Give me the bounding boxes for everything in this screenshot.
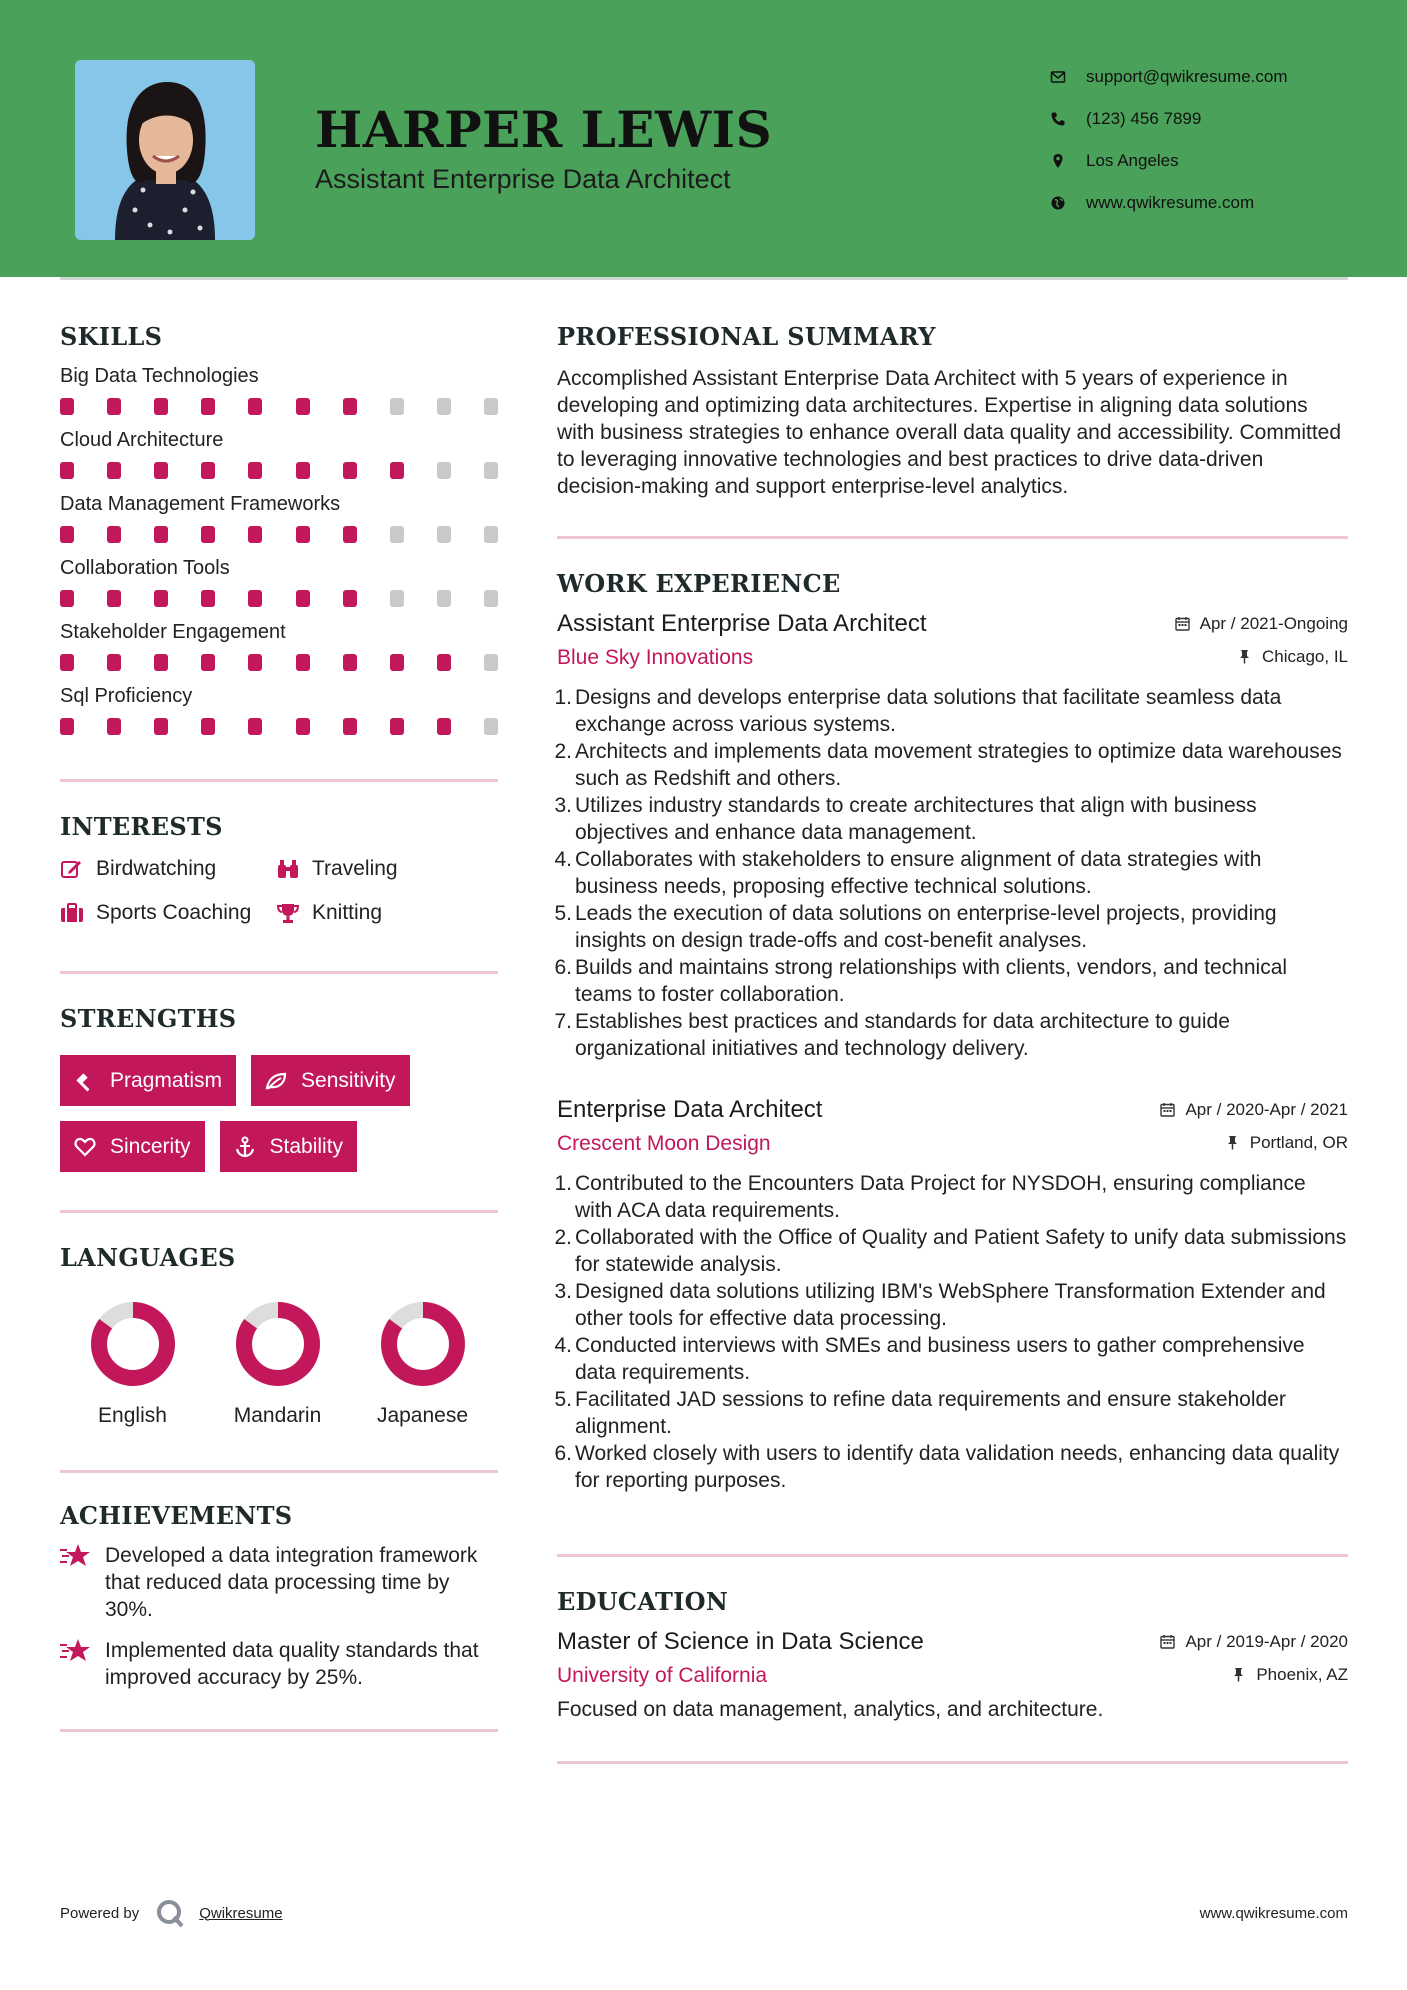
rating-dot-filled <box>60 526 74 543</box>
star-icon <box>60 1542 92 1570</box>
skill-name: Data Management Frameworks <box>60 493 341 515</box>
interests-section <box>60 812 498 925</box>
achievements-heading: ACHIEVEMENTS <box>60 1501 293 1530</box>
school-name: University of California <box>557 1664 768 1687</box>
briefcase-icon <box>60 902 84 924</box>
languages-heading: LANGUAGES <box>60 1243 236 1272</box>
job-dates-text: Apr / 2021-Ongoing <box>1199 613 1348 633</box>
strength-chip <box>251 1055 410 1106</box>
interest-label: Knitting <box>312 901 383 924</box>
interest-label: Birdwatching <box>96 857 217 880</box>
rating-dot-empty <box>484 718 498 735</box>
skill-name: Cloud Architecture <box>60 429 224 451</box>
job-bullet-text: Conducted interviews with SMEs and business users to gather comprehensive data requirements. <box>575 1334 1305 1384</box>
rating-dot-empty <box>390 398 404 415</box>
job-bullet-text: Establishes best practices and standards for data architecture to guide organizational initiatives and technology delivery. <box>575 1010 1230 1060</box>
job-bullet: 5. Leads the execution of data solutions on enterprise-level projects, providing insights on design trade-offs and cost-benefit analyses. <box>554 902 1277 952</box>
degree-title: Master of Science in Data Science <box>557 1628 924 1655</box>
skill-name: Stakeholder Engagement <box>60 621 286 643</box>
language-label: English <box>98 1404 167 1427</box>
education-dates <box>1160 1632 1348 1652</box>
powered-by <box>60 1898 283 1928</box>
job-bullet-text: Facilitated JAD sessions to refine data requirements and ensure stakeholder alignment. <box>575 1388 1286 1438</box>
section-divider <box>60 1210 498 1213</box>
experience-section <box>554 569 1348 1494</box>
candidate-title: Assistant Enterprise Data Architect <box>315 164 731 194</box>
job-bullet: 2. Collaborated with the Office of Quality and Patient Safety to unify data submissions for statewide analysis. <box>554 1226 1347 1276</box>
achievement-item <box>60 1637 498 1691</box>
rating-dot-filled <box>248 462 262 479</box>
skill-rating <box>60 590 498 607</box>
rating-dot-filled <box>343 654 357 671</box>
rating-dot-filled <box>296 526 310 543</box>
trophy-icon <box>276 902 300 924</box>
skill-item <box>60 557 498 607</box>
skill-name: Collaboration Tools <box>60 557 230 579</box>
job-location-text: Chicago, IL <box>1262 646 1348 666</box>
rating-dot-empty <box>484 654 498 671</box>
rating-dot-empty <box>437 398 451 415</box>
interests-list <box>60 857 498 925</box>
job-bullet-text: Worked closely with users to identify data validation needs, enhancing data quality for reporting purposes. <box>575 1442 1340 1492</box>
education-location-text: Phoenix, AZ <box>1256 1664 1348 1684</box>
rating-dot-filled <box>154 398 168 415</box>
rating-dot-filled <box>107 398 121 415</box>
rating-dot-filled <box>60 462 74 479</box>
achievement-item <box>60 1542 498 1623</box>
skill-rating <box>60 398 498 415</box>
rating-dot-empty <box>484 398 498 415</box>
language-level-ring <box>379 1300 467 1388</box>
section-divider <box>557 1761 1348 1764</box>
interest-label: Traveling <box>312 857 398 880</box>
rating-dot-filled <box>201 526 215 543</box>
education-location <box>1231 1665 1348 1685</box>
footer-website[interactable]: www.qwikresume.com <box>1199 1904 1348 1922</box>
job-bullet-text: Leads the execution of data solutions on enterprise-level projects, providing insights on design trade-offs and cost-benefit analyses. <box>575 902 1277 952</box>
rating-dot-empty <box>437 462 451 479</box>
rating-dot-filled <box>107 526 121 543</box>
job-bullet: 6. Worked closely with users to identify data validation needs, enhancing data quality for reporting purposes. <box>554 1442 1340 1492</box>
section-divider <box>557 536 1348 539</box>
languages-section <box>60 1243 498 1428</box>
language-item <box>60 1300 205 1428</box>
star-icon <box>60 1637 92 1665</box>
strength-label: Sincerity <box>110 1134 191 1158</box>
skill-name: Sql Proficiency <box>60 685 193 707</box>
contact-email[interactable] <box>1050 56 1288 98</box>
job-dates <box>1175 614 1348 634</box>
job-dates-text: Apr / 2020-Apr / 2021 <box>1185 1099 1348 1119</box>
contact-location-text: Los Angeles <box>1086 151 1179 170</box>
pushpin-icon <box>1225 1135 1240 1150</box>
skills-list <box>60 365 498 735</box>
strengths-heading: STRENGTHS <box>60 1004 237 1033</box>
education-section <box>557 1587 1348 1723</box>
rating-dot-filled <box>60 654 74 671</box>
job-entry <box>554 1096 1348 1494</box>
rating-dot-empty <box>437 590 451 607</box>
rating-dot-empty <box>390 526 404 543</box>
rating-dot-filled <box>107 462 121 479</box>
contact-phone[interactable] <box>1050 98 1288 140</box>
strength-chip <box>60 1055 236 1106</box>
rating-dot-filled <box>248 654 262 671</box>
strengths-list <box>60 1055 498 1172</box>
job-bullet: 6. Builds and maintains strong relationships with clients, vendors, and technical teams to foster collaboration. <box>554 956 1288 1006</box>
education-description: Focused on data management, analytics, and architecture. <box>557 1698 1104 1721</box>
rating-dot-filled <box>343 590 357 607</box>
job-bullets <box>554 1170 1348 1494</box>
contact-location <box>1050 140 1288 182</box>
strength-chip <box>220 1121 358 1172</box>
interests-heading: INTERESTS <box>60 812 223 841</box>
job-bullet-text: Contributed to the Encounters Data Project for NYSDOH, ensuring compliance with ACA data requirements. <box>575 1172 1306 1222</box>
job-bullet: 1. Designs and develops enterprise data solutions that facilitate seamless data exchange across various systems. <box>554 686 1282 736</box>
job-dates <box>1160 1100 1348 1120</box>
section-divider <box>557 1554 1348 1557</box>
interest-item <box>60 857 276 881</box>
strengths-section <box>60 1004 498 1172</box>
anchor-icon <box>234 1136 256 1158</box>
contact-email-text: support@qwikresume.com <box>1086 67 1288 86</box>
calendar-icon <box>1160 1634 1175 1649</box>
contact-website[interactable] <box>1050 182 1288 224</box>
skill-item <box>60 429 498 479</box>
rating-dot-filled <box>154 654 168 671</box>
rating-dot-filled <box>296 590 310 607</box>
rating-dot-filled <box>60 718 74 735</box>
job-bullet: 7. Establishes best practices and standards for data architecture to guide organizational initiatives and technology delivery. <box>554 1010 1230 1060</box>
contact-website-text: www.qwikresume.com <box>1086 193 1255 212</box>
interest-item <box>60 901 276 925</box>
contact-list <box>1050 56 1288 224</box>
brand-link[interactable]: Qwikresume <box>199 1904 283 1922</box>
job-title: Assistant Enterprise Data Architect <box>557 610 927 637</box>
rating-dot-filled <box>390 718 404 735</box>
rating-dot-filled <box>201 462 215 479</box>
rating-dot-filled <box>390 654 404 671</box>
job-bullet: 2. Architects and implements data movement strategies to optimize data warehouses such as Redshift and others. <box>554 740 1342 790</box>
rating-dot-filled <box>154 526 168 543</box>
job-bullet-text: Utilizes industry standards to create architectures that align with business objectives and enhance data management. <box>575 794 1257 844</box>
job-location <box>1237 647 1348 667</box>
strength-label: Sensitivity <box>301 1068 396 1092</box>
job-bullet: 4. Conducted interviews with SMEs and business users to gather comprehensive data requirements. <box>554 1334 1305 1384</box>
section-divider <box>60 1470 498 1473</box>
job-bullet-text: Builds and maintains strong relationships with clients, vendors, and technical teams to foster collaboration. <box>575 956 1288 1006</box>
language-level-ring <box>234 1300 322 1388</box>
job-bullet-text: Designs and develops enterprise data solutions that facilitate seamless data exchange across various systems. <box>575 686 1282 736</box>
rating-dot-filled <box>60 398 74 415</box>
summary-text: Accomplished Assistant Enterprise Data Architect with 5 years of experience in developing and optimizing data architectures. Expertise in aligning data solutions with business strategies to enhance overall data quality and accessibility. Committed to leveraging innovative technologies and best practices to drive data-driven decision-making and support enterprise-level analytics. <box>557 367 1342 498</box>
rating-dot-filled <box>154 590 168 607</box>
rating-dot-filled <box>107 590 121 607</box>
powered-by-text: Powered by <box>60 1904 140 1922</box>
rating-dot-filled <box>201 398 215 415</box>
section-divider <box>60 971 498 974</box>
rating-dot-empty <box>484 462 498 479</box>
leaf-icon <box>265 1070 287 1092</box>
envelope-icon <box>1050 69 1066 85</box>
rating-dot-filled <box>201 654 215 671</box>
job-bullet: 3. Designed data solutions utilizing IBM's WebSphere Transformation Extender and other tools for effective data processing. <box>554 1280 1326 1330</box>
gavel-icon <box>74 1070 96 1092</box>
rating-dot-filled <box>437 718 451 735</box>
rating-dot-filled <box>296 398 310 415</box>
globe-icon <box>1050 195 1066 211</box>
summary-section <box>557 322 1348 500</box>
profile-photo <box>75 60 255 240</box>
job-bullet-text: Architects and implements data movement strategies to optimize data warehouses such as Redshift and others. <box>575 740 1342 790</box>
edit-icon <box>60 858 84 880</box>
section-divider <box>60 1729 498 1732</box>
rating-dot-filled <box>248 398 262 415</box>
rating-dot-filled <box>248 590 262 607</box>
skill-rating <box>60 462 498 479</box>
job-bullet: 1. Contributed to the Encounters Data Project for NYSDOH, ensuring compliance with ACA data requirements. <box>554 1172 1306 1222</box>
job-bullet-text: Collaborated with the Office of Quality and Patient Safety to unify data submissions for statewide analysis. <box>575 1226 1347 1276</box>
contact-phone-text: (123) 456 7899 <box>1086 109 1202 128</box>
rating-dot-filled <box>390 462 404 479</box>
rating-dot-empty <box>484 590 498 607</box>
education-dates-text: Apr / 2019-Apr / 2020 <box>1185 1631 1348 1651</box>
rating-dot-filled <box>154 718 168 735</box>
phone-icon <box>1050 111 1066 127</box>
interest-item <box>276 857 476 881</box>
language-label: Japanese <box>376 1404 469 1427</box>
job-bullet: 4. Collaborates with stakeholders to ensure alignment of data strategies with business needs, proposing effective technical solutions. <box>554 848 1262 898</box>
skills-section <box>60 322 498 735</box>
calendar-icon <box>1160 1102 1175 1117</box>
strength-chip <box>60 1121 205 1172</box>
skill-item <box>60 493 498 543</box>
location-pin-icon <box>1050 153 1066 169</box>
skill-rating <box>60 526 498 543</box>
rating-dot-filled <box>343 462 357 479</box>
skill-item <box>60 365 498 415</box>
rating-dot-filled <box>343 398 357 415</box>
rating-dot-filled <box>296 462 310 479</box>
job-bullet-text: Collaborates with stakeholders to ensure alignment of data strategies with business needs, proposing effective technical solutions. <box>575 848 1262 898</box>
skill-item <box>60 621 498 671</box>
right-column <box>554 322 1348 1764</box>
job-bullets <box>554 684 1348 1062</box>
rating-dot-filled <box>107 654 121 671</box>
achievement-text: Developed a data integration framework that reduced data processing time by 30%. <box>105 1544 478 1621</box>
footer <box>60 1898 1348 1928</box>
job-bullet: 5. Facilitated JAD sessions to refine data requirements and ensure stakeholder alignment. <box>554 1388 1286 1438</box>
header-divider <box>60 277 1348 280</box>
achievement-text: Implemented data quality standards that improved accuracy by 25%. <box>105 1639 479 1689</box>
skill-item <box>60 685 498 735</box>
candidate-name: HARPER LEWIS <box>315 100 773 159</box>
job-bullet: 3. Utilizes industry standards to create architectures that align with business objectives and enhance data management. <box>554 794 1257 844</box>
rating-dot-filled <box>107 718 121 735</box>
section-divider <box>60 779 498 782</box>
company-name: Crescent Moon Design <box>557 1132 771 1155</box>
rating-dot-filled <box>343 526 357 543</box>
skill-rating <box>60 718 498 735</box>
language-level-ring <box>89 1300 177 1388</box>
rating-dot-filled <box>60 590 74 607</box>
rating-dot-filled <box>248 718 262 735</box>
skills-heading: SKILLS <box>60 322 163 351</box>
education-heading: EDUCATION <box>557 1587 729 1616</box>
rating-dot-empty <box>437 526 451 543</box>
languages-list <box>60 1300 498 1428</box>
binoculars-icon <box>276 858 300 880</box>
rating-dot-filled <box>437 654 451 671</box>
language-item <box>350 1300 495 1428</box>
rating-dot-empty <box>484 526 498 543</box>
strength-label: Stability <box>269 1134 344 1158</box>
experience-heading: WORK EXPERIENCE <box>557 569 841 598</box>
calendar-icon <box>1175 616 1190 631</box>
pushpin-icon <box>1237 649 1252 664</box>
job-title: Enterprise Data Architect <box>557 1096 823 1123</box>
heart-icon <box>74 1136 96 1158</box>
left-column <box>60 322 498 1732</box>
rating-dot-filled <box>154 462 168 479</box>
interest-item <box>276 901 476 925</box>
job-location-text: Portland, OR <box>1249 1132 1348 1152</box>
rating-dot-empty <box>390 590 404 607</box>
rating-dot-filled <box>248 526 262 543</box>
rating-dot-filled <box>296 654 310 671</box>
achievements-section <box>60 1501 498 1691</box>
language-item <box>205 1300 350 1428</box>
rating-dot-filled <box>296 718 310 735</box>
rating-dot-filled <box>201 718 215 735</box>
qwikresume-logo-icon <box>155 1898 185 1928</box>
job-bullet-text: Designed data solutions utilizing IBM's WebSphere Transformation Extender and other tools for effective data processing. <box>575 1280 1326 1330</box>
skill-name: Big Data Technologies <box>60 365 259 387</box>
resume-header <box>0 0 1407 277</box>
job-location <box>1225 1133 1348 1153</box>
pushpin-icon <box>1231 1667 1246 1682</box>
job-entry <box>554 610 1348 1062</box>
company-name: Blue Sky Innovations <box>557 646 754 669</box>
strength-label: Pragmatism <box>110 1068 223 1092</box>
summary-heading: PROFESSIONAL SUMMARY <box>557 322 936 351</box>
interest-label: Sports Coaching <box>96 901 252 924</box>
rating-dot-filled <box>201 590 215 607</box>
skill-rating <box>60 654 498 671</box>
language-label: Mandarin <box>233 1404 322 1427</box>
rating-dot-filled <box>343 718 357 735</box>
